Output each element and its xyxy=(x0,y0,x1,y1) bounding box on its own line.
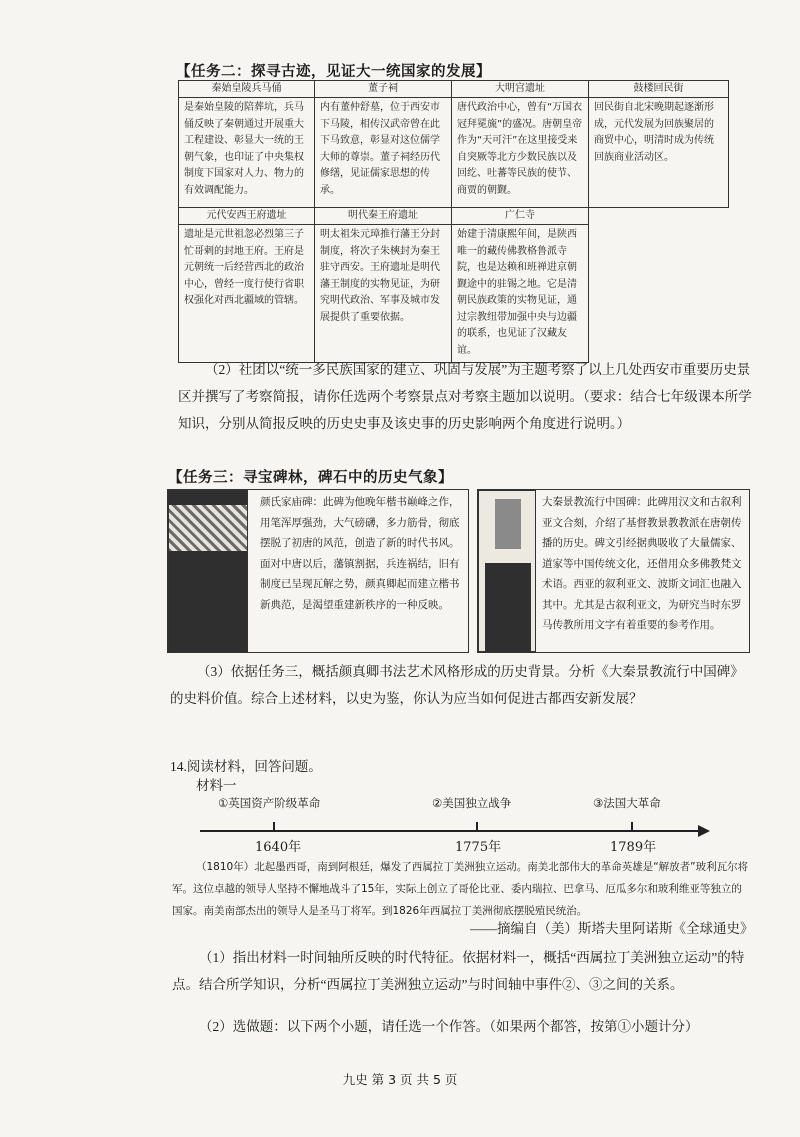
sites-body-row-1 xyxy=(179,98,729,208)
question-14-1: （1）指出材料一时间轴所反映的时代特征。依据材料一，概括“西属拉丁美洲独立运动”的特点。结合所学知识，分析“西属拉丁美洲独立运动”与时间轴中事件②、③之间的关系。 xyxy=(172,950,745,992)
site-header: 鼓楼回民街 xyxy=(589,81,729,98)
timeline-event-1: ①英国资产阶级革命 xyxy=(218,796,321,810)
question-3: （3）依据任务三，概括颜真卿书法艺术风格形成的历史背景。分析《大秦景教流行中国碑》的史料价值。综合上述材料，以史为鉴，你认为应当如何促进古都西安新发展？ xyxy=(170,664,744,706)
material-text: （1810年）北起墨西哥，南到阿根廷，爆发了西属拉丁美洲独立运动。南美北部伟大的革命英雄是“解放者”玻利瓦尔将军。这位卓越的领导人坚持不懈地战斗了15年，实际上创立了哥伦比亚、委内瑞拉、巴拿马、厄瓜多尔和玻利维亚等独立的国家。南美南部杰出的领导人是圣马丁将军。到1826年西属拉丁美洲彻底摆脱殖民统治。 xyxy=(172,861,749,917)
site-header: 董子祠 xyxy=(315,81,452,98)
task2-title: 【任务二：探寻古迹，见证大一统国家的发展】 xyxy=(176,63,491,80)
site-body: 明太祖朱元璋推行藩王分封制度，将次子朱樉封为秦王驻守西安。王府遗址是明代藩王制度的实物见证，为研究明代政治、军事及城市发展提供了重要依据。 xyxy=(315,225,452,363)
timeline-arrow-icon xyxy=(698,825,710,837)
site-header: 明代秦王府遗址 xyxy=(315,208,452,225)
timeline-year-3: 1789年 xyxy=(610,840,657,855)
stele1-frame xyxy=(167,489,469,653)
timeline-year-2: 1775年 xyxy=(455,840,502,855)
site-body: 内有董仲舒墓，位于西安市下马陵，相传汉武帝曾在此下马致意，彰显对这位儒学大师的尊崇。董子祠经历代修缮，见证儒家思想的传承。 xyxy=(315,98,452,208)
site-body: 是秦始皇陵的陪葬坑，兵马俑反映了秦朝通过开展重大工程建设、彰显大一统的王朝气象，也印证了中央集权制度下国家对人力、物力的有效调配能力。 xyxy=(179,98,315,208)
page-footer: 九史 第 3 页 共 5 页 xyxy=(342,1072,458,1087)
question-14-2: （2）选做题：以下两个小题，请任选一个作答。（如果两个都答，按第①小题计分） xyxy=(199,1019,699,1034)
question-2: （2）社团以“统一多民族国家的建立、巩固与发展”为主题考察了以上几处西安市重要历史景区并撰写了考察简报，请你任选两个考察景点对考察主题加以说明。（要求：结合七年级课本所学知识，分别从简报反映的历史史事及该史事的历史影响两个角度进行说明。） xyxy=(178,362,752,431)
timeline-event-2: ②美国独立战争 xyxy=(432,796,512,810)
sites-table xyxy=(178,80,729,363)
timeline-tick xyxy=(631,822,633,830)
site-header: 秦始皇陵兵马俑 xyxy=(179,81,315,98)
stele1-text: 颜氏家庙碑：此碑为他晚年楷书巅峰之作，用笔浑厚强劲，大气磅礴，多力筋骨，彻底摆脱了初唐的风范，创造了新的时代书风。面对中唐以后，藩镇割据，兵连祸结，旧有制度已呈现瓦解之势，颜真卿起而建立楷书新典范，是渴望重建新秩序的一种反映。 xyxy=(260,496,460,611)
sites-body-row-2 xyxy=(179,225,729,363)
site-body: 回民街自北宋晚期起逐渐形成，元代发展为回族聚居的商贸中心，明清时成为传统回族商业活动区。 xyxy=(589,98,729,208)
sites-header-row-2 xyxy=(179,208,729,225)
site-header: 元代安西王府遗址 xyxy=(179,208,315,225)
site-header: 广仁寺 xyxy=(452,208,589,225)
timeline-event-3: ③法国大革命 xyxy=(593,796,661,810)
sites-header-row-1 xyxy=(179,81,729,98)
site-body: 始建于清康熙年间，是陕西唯一的藏传佛教格鲁派寺院，也是达赖和班禅进京朝觐途中的驻锡之地。它是清朝民族政策的实物见证，通过宗教纽带加强中央与边疆的联系，也见证了汉藏友谊。 xyxy=(452,225,589,363)
material-source: ——摘编自（美）斯塔夫里阿诺斯《全球通史》 xyxy=(470,921,754,936)
timeline-year-1: 1640年 xyxy=(255,840,302,855)
timeline-tick xyxy=(476,822,478,830)
empty-cell xyxy=(589,225,729,363)
material-label: 材料一 xyxy=(196,778,237,793)
site-header: 大明宫遗址 xyxy=(452,81,589,98)
empty-cell xyxy=(589,208,729,225)
stele2-text: 大秦景教流行中国碑：此碑用汉文和古叙利亚文合刻，介绍了基督教景教教派在唐朝传播的历史。碑文引经据典吸收了大量儒家、道家等中国传统文化，还借用众多佛教梵文术语。西亚的叙利亚文、波斯文词汇也融入其中。尤其是古叙利亚文，为研究当时东罗马传教所用文字有着重要的参考作用。 xyxy=(542,496,742,631)
site-body: 遗址是元世祖忽必烈第三子忙哥剌的封地王府。王府是元朝统一后经营西北的政治中心，曾经一度行使行省职权强化对西北疆域的管辖。 xyxy=(179,225,315,363)
question-14-intro: 14.阅读材料，回答问题。 xyxy=(170,759,322,774)
stele2-frame xyxy=(477,489,750,653)
timeline-axis xyxy=(200,830,700,832)
timeline-tick xyxy=(273,822,275,830)
site-body: 唐代政治中心，曾有“万国衣冠拜冕旒”的盛况。唐朝皇帝作为“天可汗”在这里接受来自突厥等北方少数民族以及回纥、吐蕃等民族的使节、商贾的朝觐。 xyxy=(452,98,589,208)
task3-title: 【任务三：寻宝碑林，碑石中的历史气象】 xyxy=(168,469,453,486)
